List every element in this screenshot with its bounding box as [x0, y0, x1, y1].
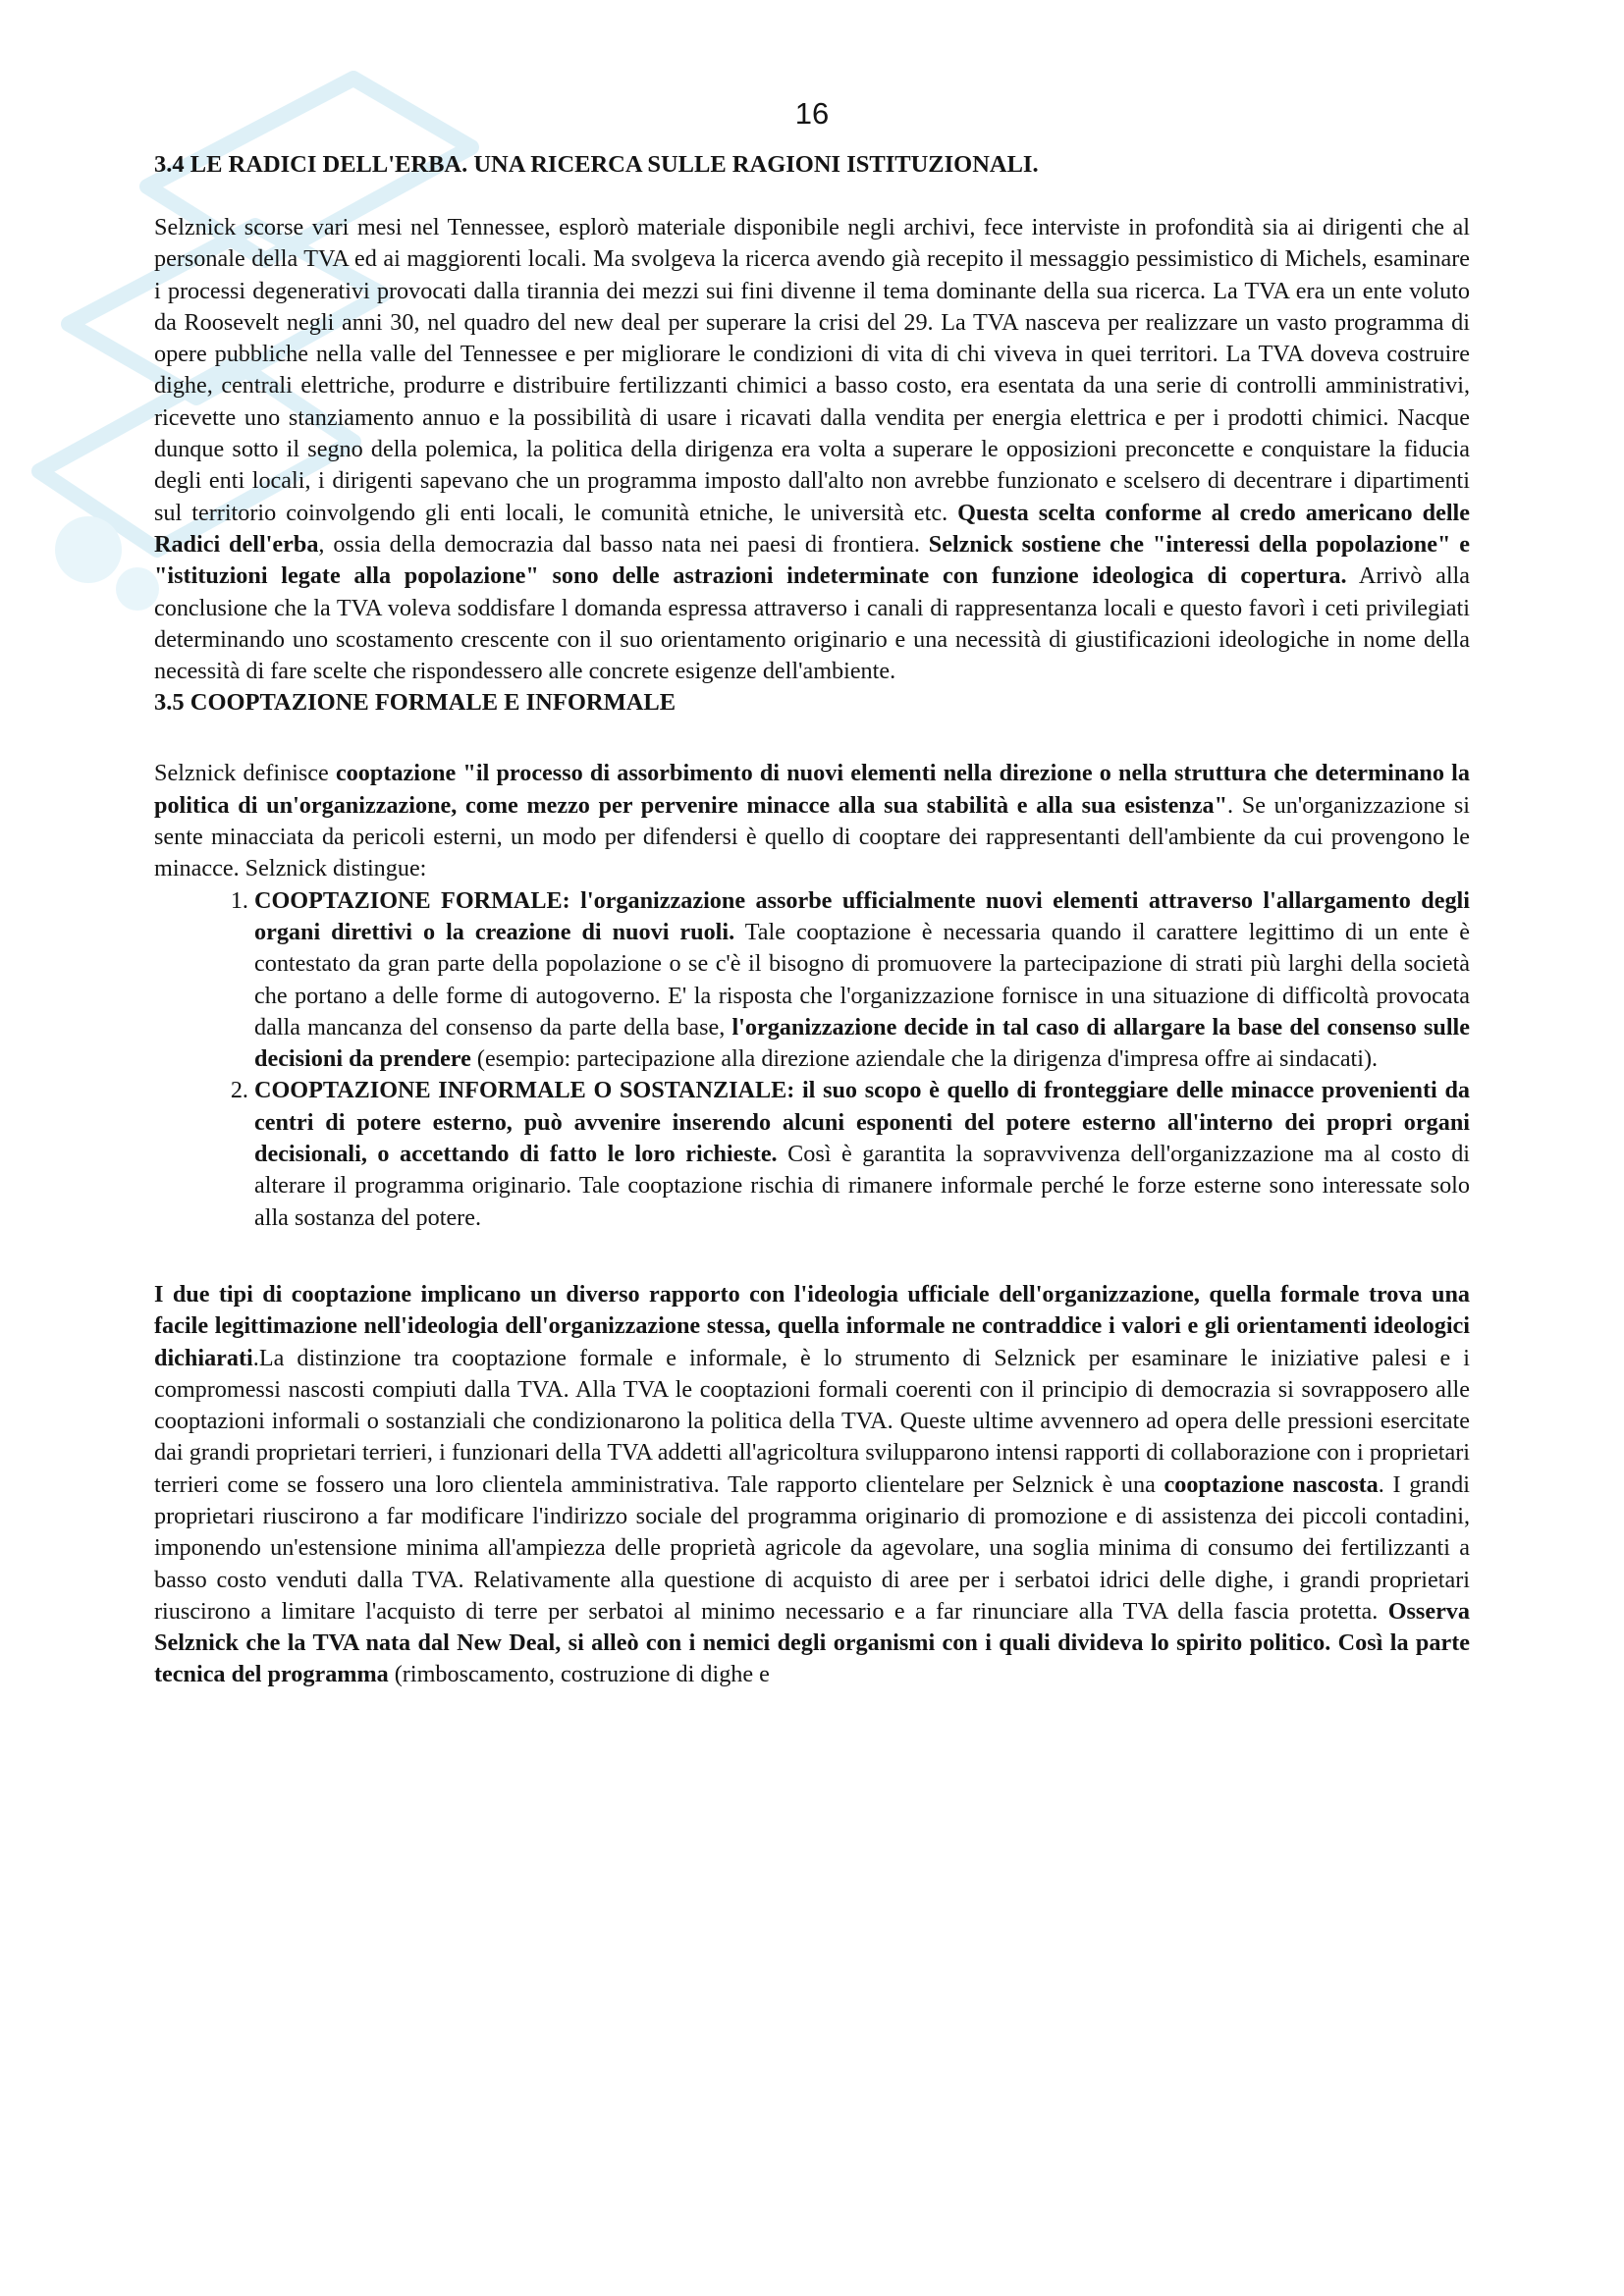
paragraph-text: . I grandi proprietari riuscirono a far modificare l'indirizzo sociale del programma originario di promozione e di assistenza dei piccoli contadini, imponendo un'estensione minima all'ampiezza delle proprietà agricole da agevolare, una soglia minima di consumo dei fertilizzanti a basso costo venduti dalla TVA. Relativamente alla questione di acquisto di aree per i serbatoi idrici delle dighe, i grandi proprietari riuscirono a limitare l'acquisto di terre per serbatoi al minimo necessario e a far rinunciare alla TVA della fascia protetta.	[154, 1470, 1470, 1625]
page-body	[154, 149, 1470, 1691]
bold-text: COOPTAZIONE INFORMALE O SOSTANZIALE: il suo scopo è quello di fronteggiare delle minacce provenienti da centri di potere esterno, può avvenire inserendo alcuni esponenti del potere esterno all'interno dei propri organi decisionali, o accettando di fatto le loro richieste.	[254, 1077, 1470, 1168]
bold-text: I due tipi di cooptazione implicano un diverso rapporto con l'ideologia ufficiale dell'organizzazione, quella formale trova una facile legittimazione nell'ideologia dell'organizzazione stessa, quella informale ne contraddice i valori e gli orientamenti ideologici dichiarati	[154, 1280, 1470, 1371]
bold-text: Questa scelta conforme al credo americano delle Radici dell'erba	[154, 499, 1470, 558]
page-number: 16	[794, 96, 830, 131]
bold-text: Osserva Selznick che la TVA nata dal New Deal, si alleò con i nemici degli organismi con i quali divideva lo spirito politico. Così la parte tecnica del programma	[154, 1597, 1470, 1688]
paragraph-text: Tale cooptazione è necessaria quando il carattere legittimo di un ente è contestato da gran parte della popolazione o se c'è il bisogno di promuovere la partecipazione di strati più larghi della società che portano a delle forme di autogoverno. E' la risposta che l'organizzazione fornisce in una situazione di difficoltà provocata dalla mancanza del consenso da parte della base,	[254, 918, 1470, 1041]
list-item-informal-cooptation	[254, 1075, 1470, 1233]
paragraph-text: .La distinzione tra cooptazione formale e informale, è lo strumento di Selznick per esaminare le iniziative palesi e i compromessi nascosti compiuti dalla TVA. Alla TVA le cooptazioni formali coerenti con il principio di democrazia si sovrapposero alle cooptazioni informali o sostanziali che condizionarono la politica della TVA. Queste ultime avvennero ad opera delle pressioni esercitate dai grandi proprietari terrieri, i funzionari della TVA addetti all'agricoltura svilupparono intensi rapporti di collaborazione con i proprietari terrieri come se fossero una loro clientela amministrativa. Tale rapporto clientelare per Selznick è una	[154, 1344, 1470, 1498]
bold-text: l'organizzazione decide in tal caso di allargare la base del consenso sulle decisioni da prendere	[254, 1013, 1470, 1073]
paragraph-text: Selznick definisce	[154, 760, 336, 787]
paragraph-tva-research	[154, 212, 1470, 687]
list-item-formal-cooptation	[254, 885, 1470, 1076]
paragraph-text: , ossia della democrazia dal basso nata nei paesi di frontiera.	[318, 530, 929, 558]
paragraph-text: . Se un'organizzazione si sente minacciata da pericoli esterni, un modo per difendersi è quello di cooptare dei rappresentanti dell'ambiente da cui provengono le minacce. Selznick distingue:	[154, 791, 1470, 882]
paragraph-cooptation-definition	[154, 758, 1470, 884]
bold-text: cooptazione nascosta	[1164, 1470, 1379, 1498]
cooptation-types-list	[154, 885, 1470, 1234]
bold-text: Selznick sostiene che "interessi della popolazione" e "istituzioni legate alla popolazione" sono delle astrazioni indeterminate con funzione ideologica di copertura.	[154, 530, 1470, 590]
paragraph-text: (esempio: partecipazione alla direzione aziendale che la dirigenza d'impresa offre ai sindacati).	[470, 1045, 1379, 1073]
section-heading-3-4: 3.4 LE RADICI DELL'ERBA. UNA RICERCA SULLE RAGIONI ISTITUZIONALI.	[154, 151, 1039, 178]
section-heading-3-5: 3.5 COOPTAZIONE FORMALE E INFORMALE	[154, 689, 677, 717]
paragraph-text: (rimboscamento, costruzione di dighe e	[388, 1661, 770, 1688]
paragraph-text: Arrivò alla conclusione che la TVA voleva soddisfare l domanda espressa attraverso i canali di rappresentanza locali e questo favorì i ceti privilegiati determinando uno scostamento crescente con il suo orientamento originario e una necessità di giustificazioni ideologiche in nome della necessità di fare scelte che rispondessero alle concrete esigenze dell'ambiente.	[154, 562, 1471, 685]
paragraph-text: Così è garantita la sopravvivenza dell'organizzazione ma al costo di alterare il programma originario. Tale cooptazione rischia di rimanere informale perché le forze esterne sono interessate solo alla sostanza del potere.	[254, 1141, 1471, 1231]
paragraph-text: Selznick scorse vari mesi nel Tennessee, esplorò materiale disponibile negli archivi, fece interviste in profondità sia ai dirigenti che al personale della TVA ed ai maggiorenti locali. Ma svolgeva la ricerca avendo già recepito il messaggio pessimistico di Michels, esaminare i processi degenerativi provocati dalla tirannia dei mezzi sui fini divenne il tema dominante della sua ricerca. La TVA era un ente voluto da Roosevelt negli anni 30, nel quadro del new deal per superare la crisi del 29. La TVA nasceva per realizzare un vasto programma di opere pubbliche nella valle del Tennessee e per migliorare le condizioni di vita di chi viveva in quei territori. La TVA doveva costruire dighe, centrali elettriche, produrre e distribuire fertilizzanti chimici a basso costo, era esentata da una serie di controlli amministrativi, ricevette uno stanziamento annuo e la possibilità di usare i ricavati dalla vendita per energia elettrica e per i prodotti chimici. Nacque dunque sotto il segno della polemica, la politica della dirigenza era volta a superare le opposizioni preconcette e conquistare la fiducia degli enti locali, i dirigenti sapevano che un programma imposto dall'alto non avrebbe funzionato e scelsero di decentrare i dipartimenti sul territorio coinvolgendo gli enti locali, le comunità etniche, le università etc.	[154, 214, 1470, 526]
bold-text: COOPTAZIONE FORMALE: l'organizzazione assorbe ufficialmente nuovi elementi attraverso l'allargamento degli organi direttivi o la creazione di nuovi ruoli.	[254, 886, 1470, 945]
bold-text: cooptazione "il processo di assorbimento di nuovi elementi nella direzione o nella struttura che determinano la politica di un'organizzazione, come mezzo per pervenire minacce alla sua stabilità e alla sua esistenza"	[154, 760, 1470, 819]
paragraph-cooptation-ideology	[154, 1279, 1470, 1691]
